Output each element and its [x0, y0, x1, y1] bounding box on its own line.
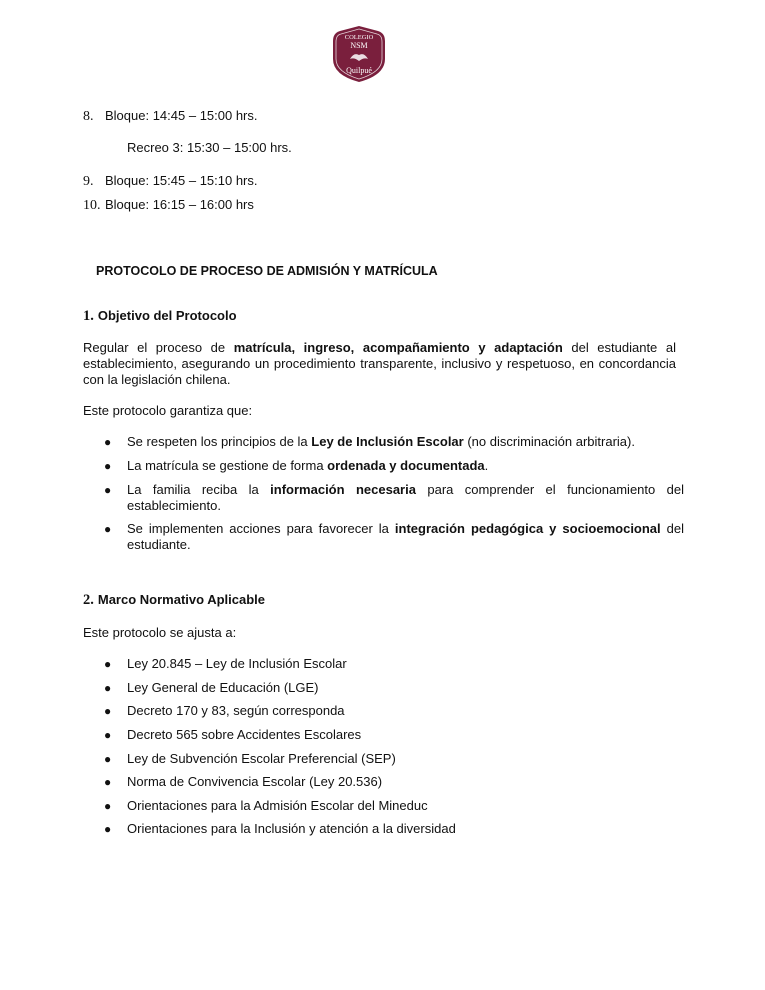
bullet-icon: ●: [104, 483, 112, 497]
bullet-icon: ●: [104, 775, 112, 789]
schedule-item-recreo-3: [127, 140, 292, 156]
bullet-icon: ●: [104, 822, 112, 836]
schedule-number: 10.: [83, 198, 101, 213]
bullet-icon: ●: [104, 728, 112, 742]
schedule-text: Bloque: 14:45 – 15:00 hrs.: [105, 108, 258, 123]
list-item: ● Ley 20.845 – Ley de Inclusión Escolar: [104, 656, 347, 671]
list-item: ● Se respeten los principios de la Ley de Inclusión Escolar (no discriminación arbitraria).: [104, 434, 635, 449]
list-item: ● Orientaciones para la Inclusión y atención a la diversidad: [104, 821, 456, 836]
section-2-intro: Este protocolo se ajusta a:: [83, 625, 237, 640]
section-number: 1.: [83, 308, 94, 324]
section-heading-text: Objetivo del Protocolo: [97, 308, 237, 323]
schedule-text: Bloque: 16:15 – 16:00 hrs: [105, 197, 254, 212]
schedule-number: 9.: [83, 174, 94, 189]
list-item: ● Ley General de Educación (LGE): [104, 680, 319, 695]
schedule-item-8: [83, 108, 258, 125]
section-1-intro: Este protocolo garantiza que:: [83, 403, 253, 418]
logo-text-colegio: COLEGIO: [344, 34, 374, 41]
list-item: ● Orientaciones para la Admisión Escolar del Mineduc: [104, 798, 428, 813]
bullet-icon: ●: [104, 704, 112, 718]
schedule-text: Bloque: 15:45 – 15:10 hrs.: [105, 173, 258, 188]
list-item: ● Se implementen acciones para favorecer la integración pedagógica y socioemocional del estudiante.: [104, 521, 684, 552]
section-1-paragraph: Regular el proceso de matrícula, ingreso, acompañamiento y adaptación del estudiante al establecimiento, asegurando un procedimiento transparente, inclusivo y respetuoso, en concordancia con la legislación chilena.: [83, 340, 676, 387]
bullet-icon: ●: [104, 657, 112, 671]
schedule-item-9: [83, 173, 258, 190]
schedule-number: 8.: [83, 109, 94, 124]
logo-text-quilpue: Quilpué: [346, 66, 372, 75]
list-item: ● La familia reciba la información necesaria para comprender el funcionamiento del establecimiento.: [104, 482, 685, 513]
list-item: ● Ley de Subvención Escolar Preferencial (SEP): [104, 751, 396, 766]
school-logo: [332, 25, 386, 83]
list-item: ● La matrícula se gestione de forma ordenada y documentada.: [104, 458, 489, 473]
section-1-heading: [83, 308, 237, 324]
schedule-text: Recreo 3: 15:30 – 15:00 hrs.: [127, 140, 292, 155]
bullet-icon: ●: [104, 459, 112, 473]
section-number: 2.: [83, 592, 94, 608]
list-item: ● Decreto 565 sobre Accidentes Escolares: [104, 727, 362, 742]
list-item: ● Decreto 170 y 83, según corresponda: [104, 703, 345, 718]
logo-text-nsm: NSM: [350, 41, 368, 50]
document-title: PROTOCOLO DE PROCESO DE ADMISIÓN Y MATRÍCULA: [96, 264, 438, 278]
bullet-icon: ●: [104, 435, 112, 449]
section-heading-text: Marco Normativo Aplicable: [97, 592, 265, 607]
list-item: ● Norma de Convivencia Escolar (Ley 20.536): [104, 774, 383, 789]
bullet-icon: ●: [104, 799, 112, 813]
bullet-icon: ●: [104, 752, 112, 766]
section-2-heading: [83, 592, 265, 608]
bullet-icon: ●: [104, 681, 112, 695]
bullet-icon: ●: [104, 522, 112, 536]
schedule-item-10: [83, 197, 254, 214]
emphasis: matrícula, ingreso, acompañamiento y adaptación: [233, 340, 563, 355]
